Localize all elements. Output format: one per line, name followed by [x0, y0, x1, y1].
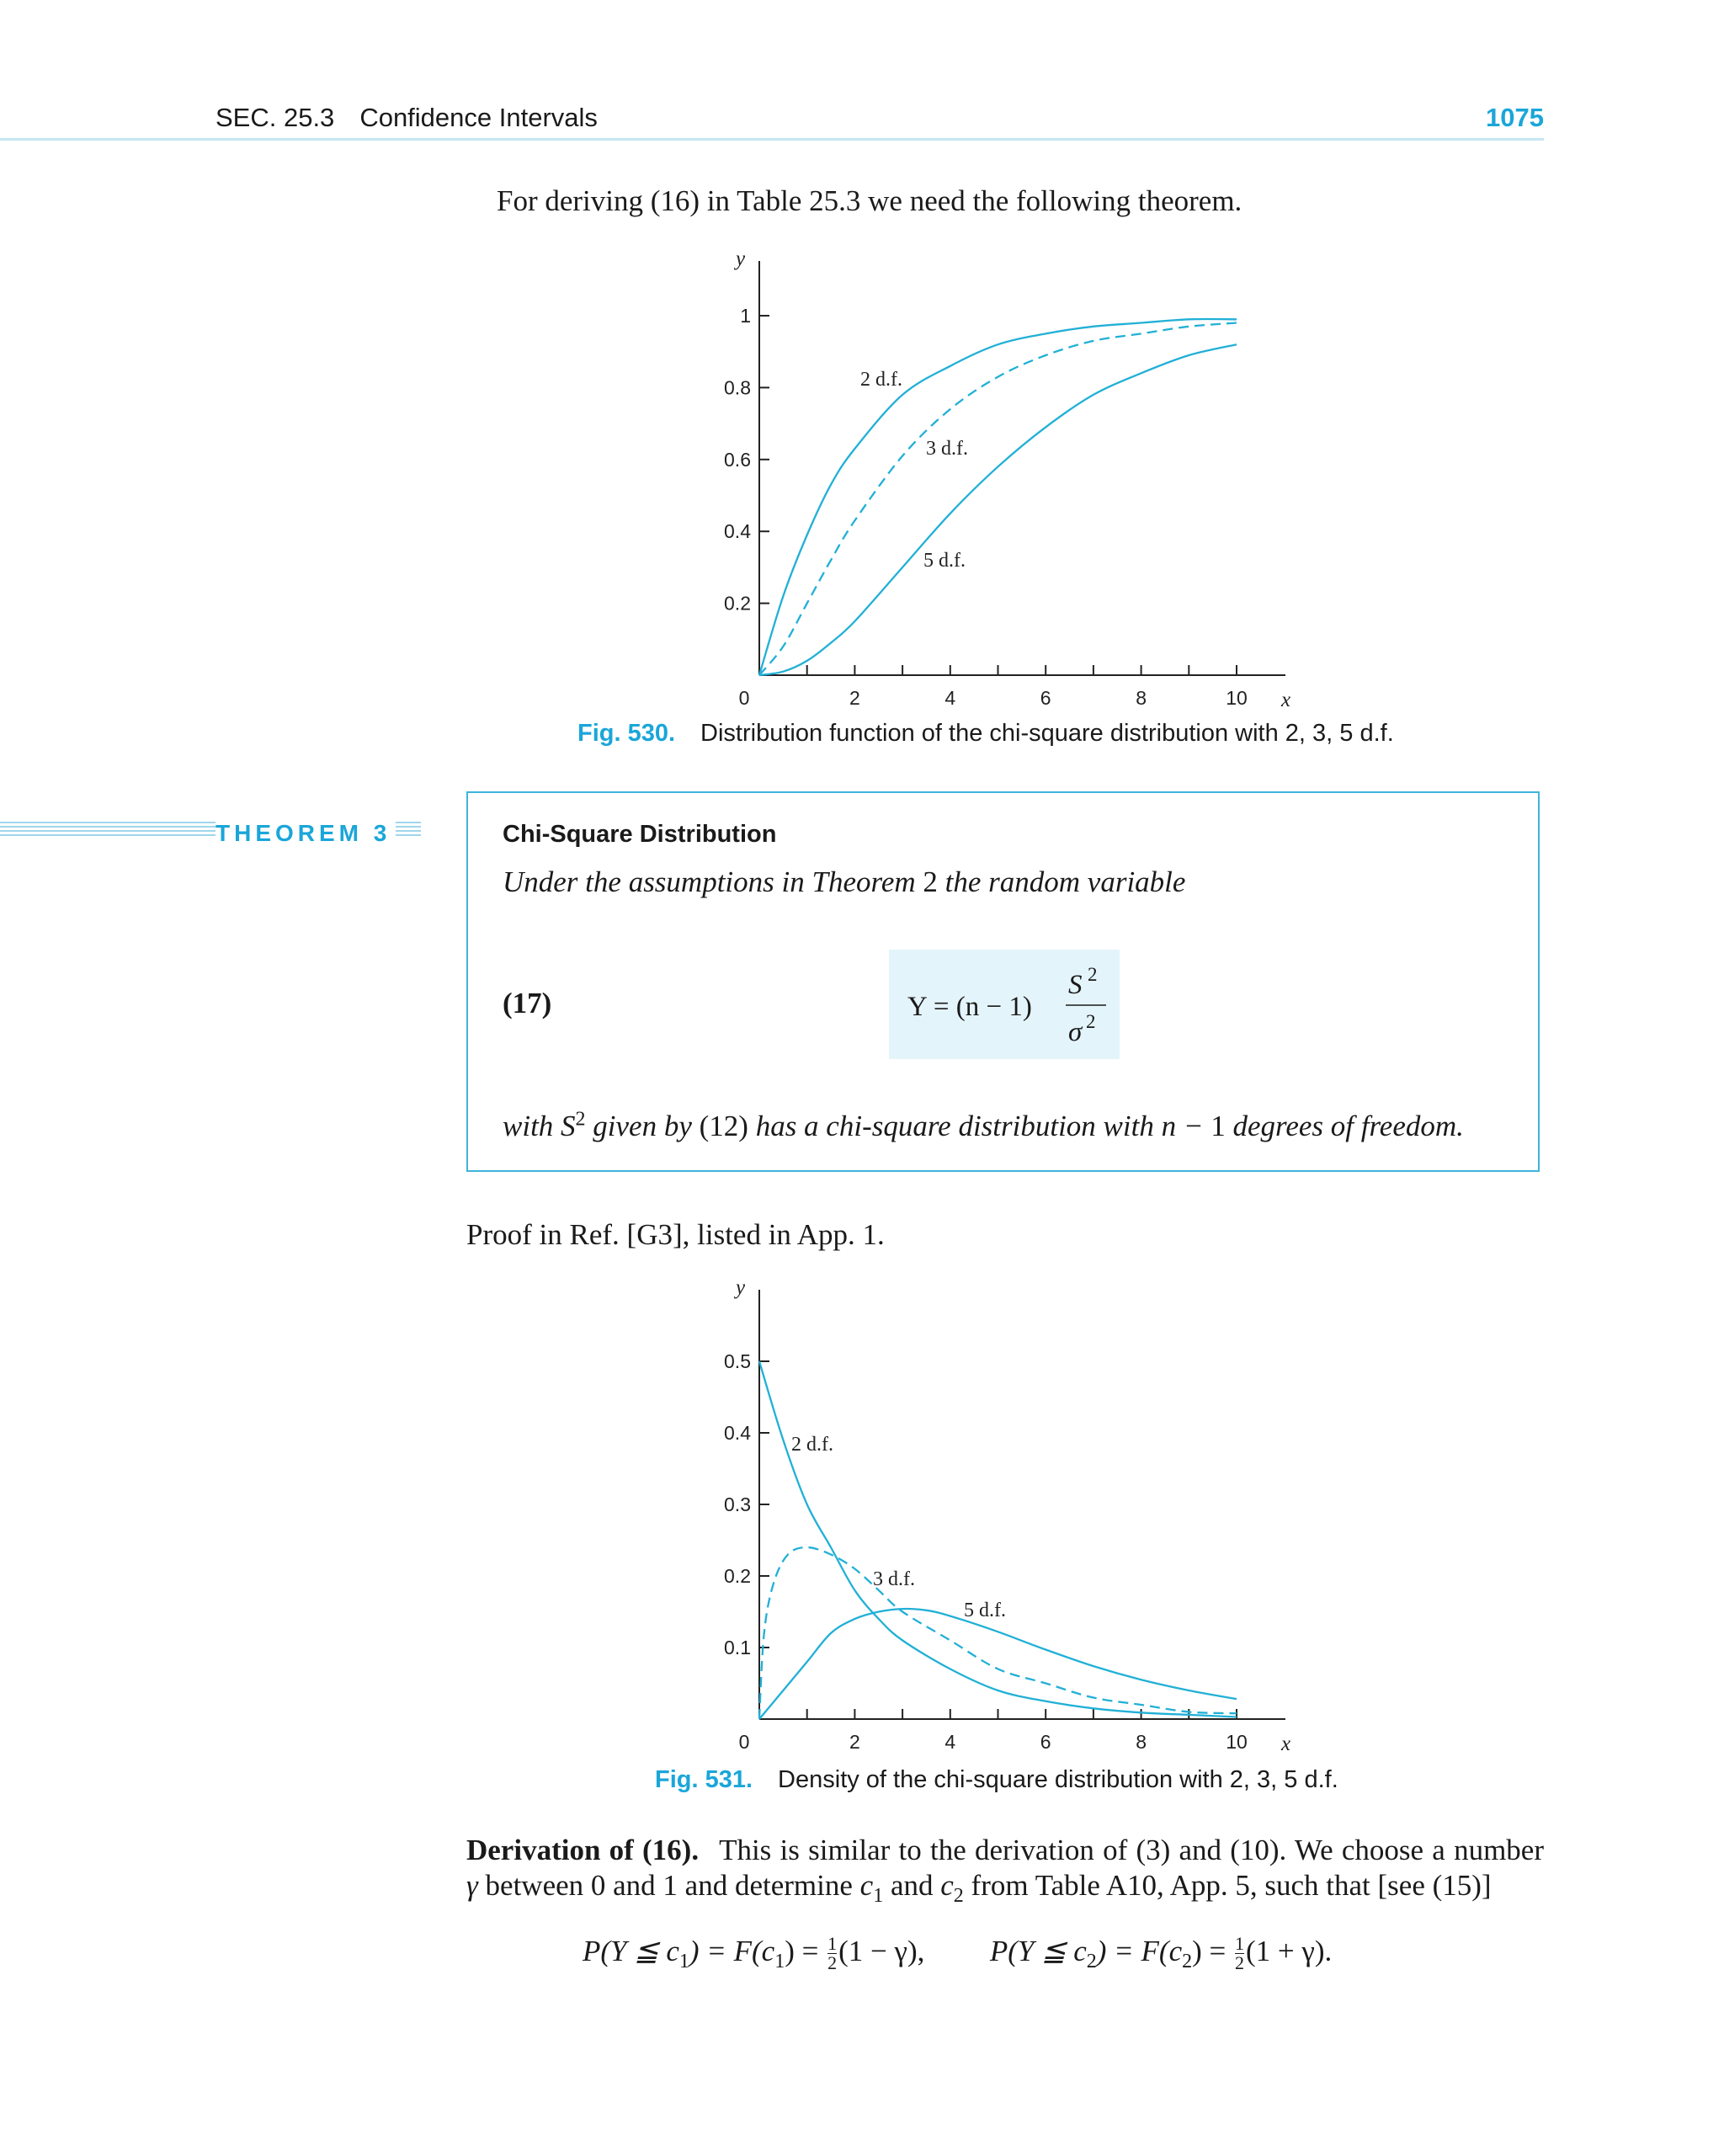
- curve-label-2df: 2 d.f.: [860, 369, 902, 391]
- equation-denominator: σ: [1068, 1017, 1083, 1047]
- figure-530-curves: [759, 319, 1237, 675]
- intro-paragraph: For deriving (16) in Table 25.3 we need the following theorem.: [497, 184, 1242, 217]
- x-tick-label: 10: [1226, 687, 1248, 709]
- x-tick-label: 4: [944, 687, 956, 709]
- x-tick-label: 10: [1226, 1731, 1248, 1753]
- derivation-paragraph: Derivation of (16). This is similar to the derivation of (3) and (10). We choose a number γ between 0 and 1 and determine $c_1$ and $c_2$ from Table A10, App. 5, such that [see (15)]: [466, 1834, 1544, 1907]
- section-number: SEC. 25.3: [216, 103, 335, 132]
- derivation-heading: Derivation of (16).: [466, 1834, 700, 1866]
- final-equation: P(Y ≦ $c_1) = F(c_1)$ = $\frac{1}{2}$ (1 − γ), P(Y ≦ $c_2) = F(c_2)$ = $\frac{1}{2}$ (1 + γ).: [583, 1933, 1333, 1974]
- figure-530-number: Fig. 530.: [577, 720, 676, 747]
- y-tick-label: 0.3: [724, 1493, 751, 1515]
- theorem-label: THEOREM 3: [216, 820, 396, 847]
- theorem-conclusion: with $S^2$ given by (12) has a chi-square distribution with n − 1 degrees of freedom.: [503, 1108, 1464, 1142]
- x-tick-label: 8: [1136, 1731, 1147, 1753]
- equation-numerator-exp: 2: [1088, 964, 1098, 985]
- figure-530-labels: [860, 369, 968, 572]
- curve-label-5df: 5 d.f.: [964, 1600, 1006, 1621]
- curve-label-3df: 3 d.f.: [926, 438, 968, 460]
- series-line-5df: [759, 344, 1237, 675]
- figure-530-caption: [577, 720, 1394, 748]
- x-tick-label: 4: [944, 1731, 956, 1753]
- x-tick-label: 2: [849, 1731, 860, 1753]
- x-tick-label: 0: [738, 1731, 750, 1753]
- theorem-title: Chi-Square Distribution: [503, 821, 777, 848]
- equation-17: [889, 950, 1120, 1059]
- equation-number: (17): [503, 987, 552, 1019]
- x-axis-label: x: [1281, 1733, 1291, 1755]
- y-axis-label: y: [736, 1276, 746, 1299]
- curve-label-5df: 5 d.f.: [923, 550, 966, 572]
- y-tick-label: 0.4: [724, 1422, 751, 1444]
- curve-label-3df: 3 d.f.: [873, 1568, 915, 1590]
- x-tick-label: 6: [1040, 687, 1051, 709]
- series-line-3df: [759, 323, 1237, 676]
- figure-530-axes: [724, 248, 1290, 711]
- y-tick-label: 0.4: [724, 520, 751, 543]
- figure-530-caption-text: Distribution function of the chi-square distribution with 2, 3, 5 d.f.: [700, 720, 1394, 747]
- theorem-statement: Under the assumptions in Theorem 2 the random variable: [503, 865, 1186, 898]
- figure-531-number: Fig. 531.: [655, 1766, 753, 1793]
- x-tick-label: 8: [1136, 687, 1147, 709]
- y-tick-label: 1: [740, 305, 751, 327]
- x-tick-label: 0: [738, 687, 750, 709]
- x-tick-label: 2: [849, 687, 860, 709]
- y-tick-label: 0.2: [724, 592, 751, 615]
- equation-denominator-exp: 2: [1086, 1011, 1096, 1032]
- equation-numerator: S: [1068, 970, 1083, 1000]
- figure-531-caption: [655, 1766, 1338, 1794]
- section-title: Confidence Intervals: [359, 103, 598, 132]
- proof-paragraph: Proof in Ref. [G3], listed in App. 1.: [466, 1218, 885, 1251]
- x-axis-label: x: [1281, 689, 1291, 711]
- y-tick-label: 0.1: [724, 1637, 751, 1658]
- y-tick-label: 0.8: [724, 376, 751, 399]
- y-tick-label: 0.2: [724, 1565, 751, 1587]
- curve-label-2df: 2 d.f.: [791, 1434, 833, 1456]
- series-line-2df: [759, 319, 1237, 675]
- x-tick-label: 6: [1040, 1731, 1051, 1753]
- page-number: 1075: [1486, 103, 1544, 132]
- y-axis-label: y: [736, 248, 746, 270]
- y-tick-label: 0.5: [724, 1350, 751, 1372]
- y-tick-label: 0.6: [724, 448, 751, 471]
- equation-lhs: Y = (n − 1): [907, 992, 1032, 1022]
- figure-531-caption-text: Density of the chi-square distribution with 2, 3, 5 d.f.: [778, 1766, 1338, 1793]
